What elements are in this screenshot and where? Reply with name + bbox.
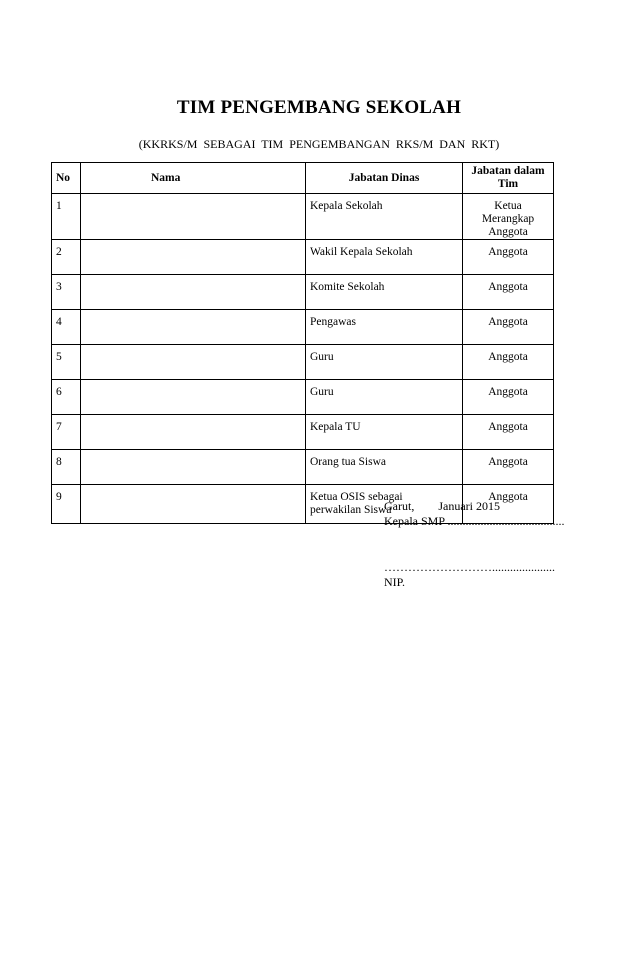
cell-nama xyxy=(81,275,306,310)
cell-jabatan-dinas: Pengawas xyxy=(306,310,463,345)
cell-jabatan-tim: Anggota xyxy=(463,345,554,380)
cell-jabatan-tim: Anggota xyxy=(463,415,554,450)
cell-nama xyxy=(81,485,306,524)
cell-nama xyxy=(81,194,306,240)
cell-jabatan-tim: Anggota xyxy=(463,240,554,275)
signature-date: Januari 2015 xyxy=(438,499,500,513)
cell-jabatan-dinas: Guru xyxy=(306,380,463,415)
header-jabatan-dinas: Jabatan Dinas xyxy=(306,163,463,194)
signature-name-block xyxy=(384,560,555,590)
cell-jabatan-tim: Anggota xyxy=(463,380,554,415)
cell-nama xyxy=(81,345,306,380)
cell-jabatan-tim: Anggota xyxy=(463,485,554,524)
table-row xyxy=(52,240,554,275)
cell-no: 3 xyxy=(52,275,81,310)
cell-no: 5 xyxy=(52,345,81,380)
cell-jabatan-tim: Anggota xyxy=(463,450,554,485)
cell-no: 8 xyxy=(52,450,81,485)
cell-jabatan-dinas: Kepala Sekolah xyxy=(306,194,463,240)
cell-nama xyxy=(81,415,306,450)
table-row xyxy=(52,450,554,485)
cell-jabatan-dinas-line1: Ketua OSIS sebagai xyxy=(310,491,403,503)
table-row xyxy=(52,415,554,450)
cell-jabatan-tim: Anggota xyxy=(463,275,554,310)
signature-place-date xyxy=(384,499,565,514)
cell-jabatan-tim: Ketua Merangkap Anggota xyxy=(463,194,554,240)
cell-nama xyxy=(81,450,306,485)
table-header-row xyxy=(52,163,554,194)
cell-no: 7 xyxy=(52,415,81,450)
cell-nama xyxy=(81,240,306,275)
cell-nama xyxy=(81,310,306,345)
cell-jabatan-tim: Anggota xyxy=(463,310,554,345)
signature-nip: NIP. xyxy=(384,575,406,589)
header-no: No xyxy=(52,163,81,194)
team-table xyxy=(51,162,554,524)
signature-position: Kepala SMP ....................................... xyxy=(384,514,565,528)
cell-jabatan-dinas: Guru xyxy=(306,345,463,380)
cell-jabatan-dinas-line2: perwakilan Siswa xyxy=(310,504,392,516)
table-row xyxy=(52,310,554,345)
cell-jabatan-dinas: Komite Sekolah xyxy=(306,275,463,310)
table-row xyxy=(52,194,554,240)
cell-no: 1 xyxy=(52,194,81,240)
cell-no: 6 xyxy=(52,380,81,415)
header-nama: Nama xyxy=(81,163,306,194)
cell-jabatan-dinas: Orang tua Siswa xyxy=(306,450,463,485)
cell-jabatan-dinas: Kepala TU xyxy=(306,415,463,450)
table-row xyxy=(52,275,554,310)
document-title: TIM PENGEMBANG SEKOLAH xyxy=(176,97,462,118)
document-subtitle: (KKRKS/M SEBAGAI TIM PENGEMBANGAN RKS/M DAN RKT) xyxy=(138,137,500,151)
table-row xyxy=(52,380,554,415)
cell-jabatan-dinas: Wakil Kepala Sekolah xyxy=(306,240,463,275)
header-jabatan-tim: Jabatan dalam Tim xyxy=(463,163,554,194)
cell-nama xyxy=(81,380,306,415)
cell-no: 4 xyxy=(52,310,81,345)
signature-block xyxy=(384,499,565,529)
signature-place: Garut, xyxy=(384,499,415,513)
cell-no: 2 xyxy=(52,240,81,275)
signature-name-line: ………………………..................... xyxy=(384,560,555,574)
table-row xyxy=(52,345,554,380)
cell-no: 9 xyxy=(52,485,81,524)
